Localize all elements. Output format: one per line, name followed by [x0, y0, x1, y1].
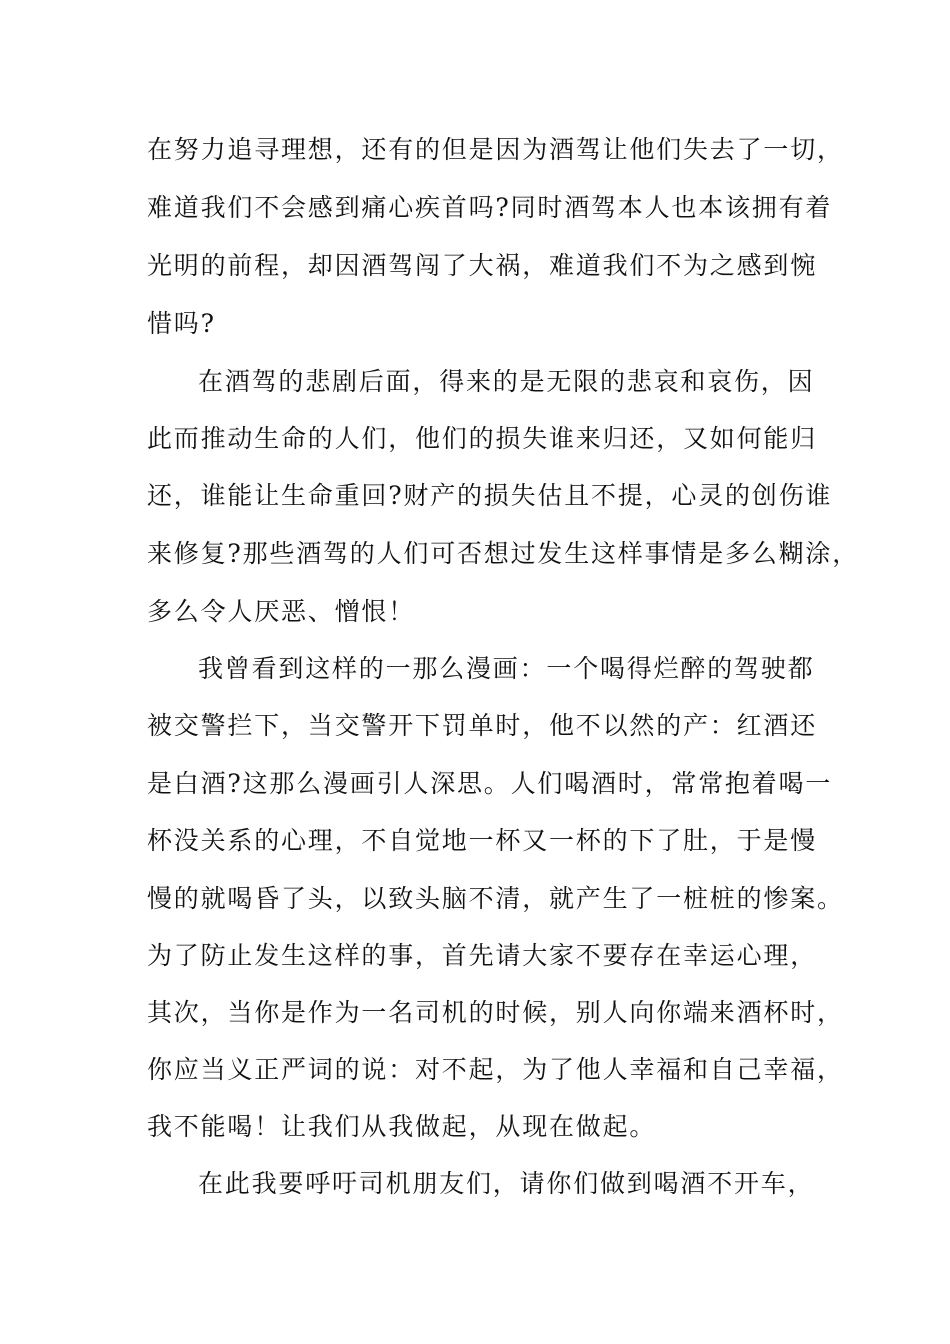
- text-line: 被交警拦下，当交警开下罚单时，他不以然的产：红酒还: [147, 711, 818, 740]
- text-line: 我曾看到这样的一那么漫画：一个喝得烂醉的驾驶都: [198, 654, 815, 683]
- text-line: 在此我要呼吁司机朋友们，请你们做到喝酒不开车，: [198, 1169, 815, 1198]
- text-line: 难道我们不会感到痛心疾首吗?同时酒驾本人也本该拥有着: [147, 193, 833, 222]
- text-line: 还，谁能让生命重回?财产的损失估且不提，心灵的创伤谁: [147, 481, 833, 510]
- text-line: 在酒驾的悲剧后面，得来的是无限的悲哀和哀伤，因: [198, 367, 815, 396]
- text-line: 慢的就喝昏了头，以致头脑不清，就产生了一桩桩的惨案。: [147, 884, 844, 913]
- text-line: 光明的前程，却因酒驾闯了大祸，难道我们不为之感到惋: [147, 251, 818, 280]
- text-line: 来修复?那些酒驾的人们可否想过发生这样事情是多么糊涂，: [147, 539, 860, 568]
- text-line: 是白酒?这那么漫画引人深思。人们喝酒时，常常抱着喝一: [147, 769, 833, 798]
- text-line: 此而推动生命的人们，他们的损失谁来归还，又如何能归: [147, 424, 818, 453]
- text-line: 杯没关系的心理，不自觉地一杯又一杯的下了肚，于是慢: [147, 826, 818, 855]
- text-line: 我不能喝！让我们从我做起，从现在做起。: [147, 1112, 657, 1141]
- text-line: 在努力追寻理想，还有的但是因为酒驾让他们失去了一切，: [147, 135, 844, 164]
- text-line: 惜吗?: [147, 309, 216, 338]
- text-line: 为了防止发生这样的事，首先请大家不要存在幸运心理，: [147, 941, 818, 970]
- text-line: 多么令人厌恶、憎恨！: [147, 597, 416, 626]
- text-line: 你应当义正严词的说：对不起，为了他人幸福和自己幸福，: [147, 1055, 844, 1084]
- text-line: 其次，当你是作为一名司机的时候，别人向你端来酒杯时，: [147, 998, 844, 1027]
